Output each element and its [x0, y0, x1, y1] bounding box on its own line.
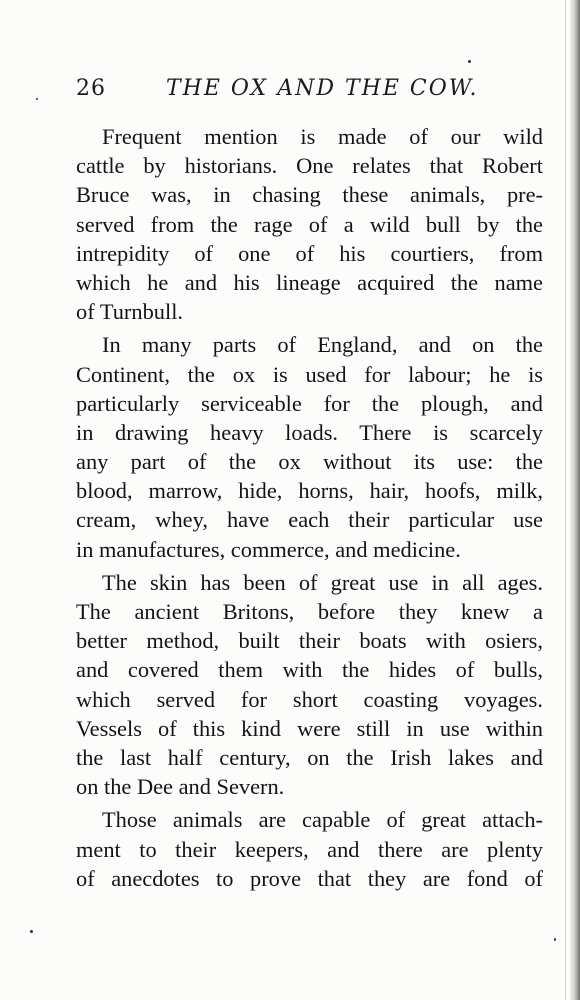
text-line: ment to their keepers, and there are plenty [76, 836, 543, 862]
page-number: 26 [76, 76, 106, 101]
text-line: of Turnbull. [76, 299, 184, 325]
page-gutter-line [565, 0, 566, 1000]
text-line: cream, whey, have each their particular use [76, 507, 543, 533]
running-title: THE OX AND THE COW. [166, 76, 479, 101]
text-line: served from the rage of a wild bull by the [76, 211, 543, 237]
text-line: The ancient Britons, before they knew a [76, 599, 543, 624]
page-header [76, 74, 548, 110]
print-speck [554, 938, 556, 941]
paragraph-skin [76, 568, 543, 802]
text-line: in manufactures, commerce, and medicine. [76, 536, 461, 562]
print-speck [36, 98, 38, 100]
text-line: Those animals are capable of great attach- [102, 807, 543, 833]
print-speck [30, 930, 33, 933]
text-line: Frequent mention is made of our wild [102, 124, 543, 149]
text-line: cattle by historians. One relates that Robert [76, 153, 543, 179]
print-speck [468, 60, 471, 63]
text-line: any part of the ox without its use: the [76, 449, 543, 475]
text-line: Bruce was, in chasing these animals, pre- [76, 182, 543, 208]
text-line: which served for short coasting voyages. [76, 686, 543, 712]
text-line: intrepidity of one of his courtiers, from [76, 240, 543, 266]
paragraph-wild-cattle [76, 122, 543, 326]
text-line: on the Dee and Severn. [76, 774, 285, 800]
text-line: the last half century, on the Irish lakes and [76, 744, 543, 770]
text-line: better method, built their boats with osiers, [76, 628, 543, 654]
paragraph-attachment [76, 805, 543, 893]
text-line: Vessels of this kind were still in use within [76, 715, 543, 741]
text-line: Continent, the ox is used for labour; he is [76, 361, 543, 387]
text-line: in drawing heavy loads. There is scarcely [76, 419, 543, 445]
text-line: The skin has been of great use in all ages. [102, 569, 543, 595]
page-spine-shadow [570, 0, 580, 1000]
text-line: of anecdotes to prove that they are fond of [76, 865, 543, 891]
paragraph-labour [76, 330, 543, 564]
text-line: blood, marrow, hide, horns, hair, hoofs, milk, [76, 478, 543, 504]
text-line: which he and his lineage acquired the name [76, 269, 543, 295]
text-line: and covered them with the hides of bulls, [76, 657, 543, 683]
body-text [76, 122, 543, 897]
text-line: particularly serviceable for the plough, and [76, 390, 543, 416]
text-line: In many parts of England, and on the [102, 332, 543, 358]
